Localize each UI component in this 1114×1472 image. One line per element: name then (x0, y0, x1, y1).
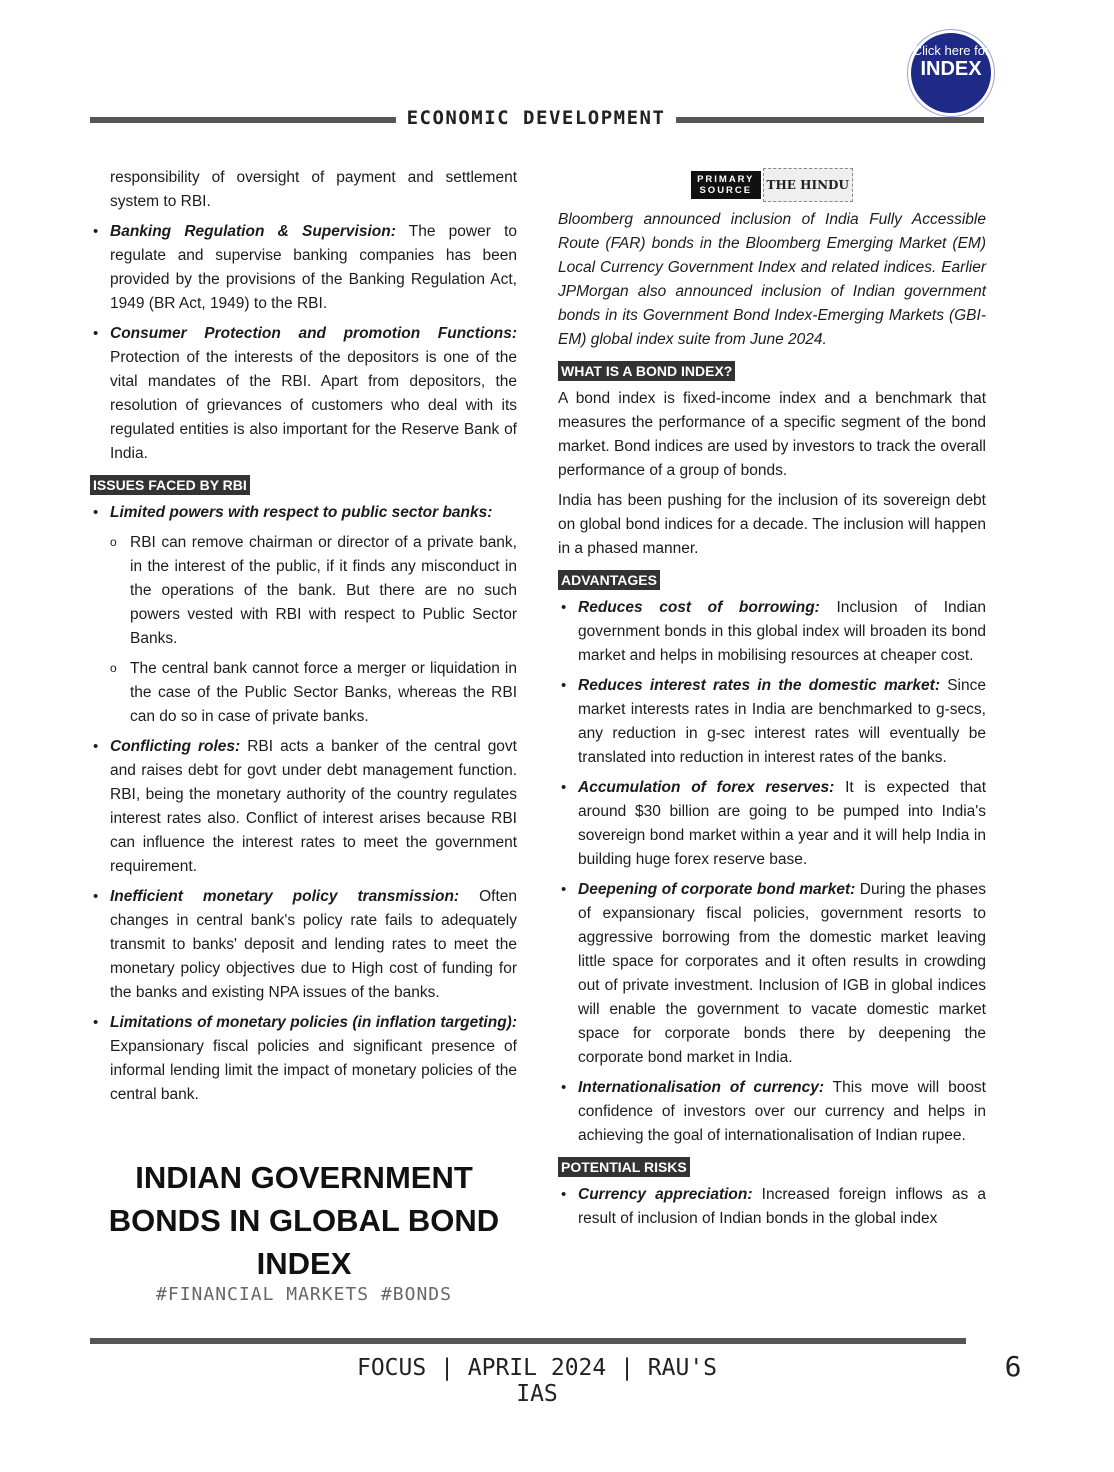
list-item: • Limitations of monetary policies (in inflation targeting): Expansionary fiscal policies and significant presence of informal lending limit the impact of monetary policies of the central bank. (90, 1011, 517, 1107)
primary-source-badge (558, 168, 986, 202)
primary-source-label: PRIMARY SOURCE (691, 171, 760, 199)
index-button-line2: INDEX (920, 58, 982, 80)
list-item: • Reduces cost of borrowing: Inclusion of Indian government bonds in this global index will broaden its bond market and helps in mobilising resources at cheaper cost. (558, 596, 986, 668)
article-intro: Bloomberg announced inclusion of India Fully Accessible Route (FAR) bonds in the Bloomberg Emerging Market (EM) Local Currency Government Index and related indices. Earlier JPMorgan also announced inclusion of Indian government bonds in its Government Bond Index-Emerging Markets (GBI-EM) global index suite from June 2024. (558, 211, 986, 348)
header-rule-left (90, 117, 396, 123)
issues-list (90, 501, 517, 1107)
index-link-button[interactable] (908, 30, 994, 116)
left-column (90, 166, 517, 1113)
risks-list (558, 1183, 986, 1231)
index-button-line1: Click here for (912, 43, 990, 58)
list-item: • Banking Regulation & Supervision: The power to regulate and supervise banking companies has been provided by the provisions of the Banking Regulation Act, 1949 (BR Act, 1949) to the RBI. (90, 220, 517, 316)
list-item: • Conflicting roles: RBI acts a banker of the central govt and raises debt for govt under debt management function. RBI, being the monetary authority of the country regulates interest rates also. Conflict of interest arises because RBI can influence the interest rates to meet the government requirement. (90, 735, 517, 879)
list-item: • Internationalisation of currency: This move will boost confidence of investors over our currency and helps in achieving the goal of internationalisation of Indian rupee. (558, 1076, 986, 1148)
section-title: ECONOMIC DEVELOPMENT (406, 107, 666, 129)
footer-rule (90, 1338, 966, 1344)
advantages-list (558, 596, 986, 1148)
sub-list-item: o RBI can remove chairman or director of a private bank, in the interest of the public, if it finds any misconduct in the operations of the bank. But there are no such powers vested with RBI with respect to Public Sector Banks. (90, 531, 517, 651)
list-item: • Limited powers with respect to public sector banks: (90, 501, 517, 525)
article-tags: #FINANCIAL MARKETS #BONDS (156, 1284, 452, 1305)
list-item: • Consumer Protection and promotion Functions: Protection of the interests of the depositors is one of the vital mandates of the RBI. Apart from depositors, the resolution of grievances of customers who deal with its regulated entities is also important for the Reserve Bank of India. (90, 322, 517, 466)
issues-heading: ISSUES FACED BY RBI (90, 475, 250, 495)
risks-heading: POTENTIAL RISKS (558, 1157, 690, 1177)
the-hindu-logo: THE HINDU (763, 168, 853, 202)
sub-list-item: o The central bank cannot force a merger or liquidation in the case of the Public Sector Banks, whereas the RBI can do so in case of private banks. (90, 657, 517, 729)
list-item: • Inefficient monetary policy transmission: Often changes in central bank's policy rate fails to adequately transmit to banks' deposit and lending rates to meet the monetary policy objectives due to High cost of funding for the banks and existing NPA issues of the banks. (90, 885, 517, 1005)
page-number: 6 (1004, 1350, 1022, 1383)
continued-text: responsibility of oversight of payment and settlement system to RBI. (110, 169, 517, 210)
bond-index-paragraph-1: A bond index is fixed-income index and a benchmark that measures the performance of a specific segment of the bond market. Bond indices are used by investors to track the overall performance of a group of bonds. (558, 390, 986, 479)
header-rule-right (676, 117, 984, 123)
list-item: • Reduces interest rates in the domestic market: Since market interests rates in India are benchmarked to g-secs, any reduction in g-sec interest rates will eventually be translated into reduction in interest rates of the banks. (558, 674, 986, 770)
advantages-heading: ADVANTAGES (558, 570, 660, 590)
bond-index-paragraph-2: India has been pushing for the inclusion of its sovereign debt on global bond indices for a decade. The inclusion will happen in a phased manner. (558, 492, 986, 557)
article-title: INDIAN GOVERNMENT BONDS IN GLOBAL BOND INDEX (108, 1160, 500, 1281)
bond-index-heading: WHAT IS A BOND INDEX? (558, 361, 735, 381)
footer-text: FOCUS | APRIL 2024 | RAU'S IAS (356, 1355, 718, 1407)
list-item: • Currency appreciation: Increased foreign inflows as a result of inclusion of Indian bonds in the global index (558, 1183, 986, 1231)
list-item: • Deepening of corporate bond market: During the phases of expansionary fiscal policies, government resorts to aggressive borrowing from the domestic market leaving little space for corporates and it often results in crowding out of private investment. Inclusion of IGB in global indices will enable the government to vacate domestic market space for corporate bonds there by deepening the corporate bond market in India. (558, 878, 986, 1070)
right-column (558, 166, 986, 1237)
list-item: • Accumulation of forex reserves: It is expected that around $30 billion are going to be pumped into India's sovereign bond market within a year and it will help India in building huge forex reserve base. (558, 776, 986, 872)
rbi-functions-list (90, 220, 517, 466)
